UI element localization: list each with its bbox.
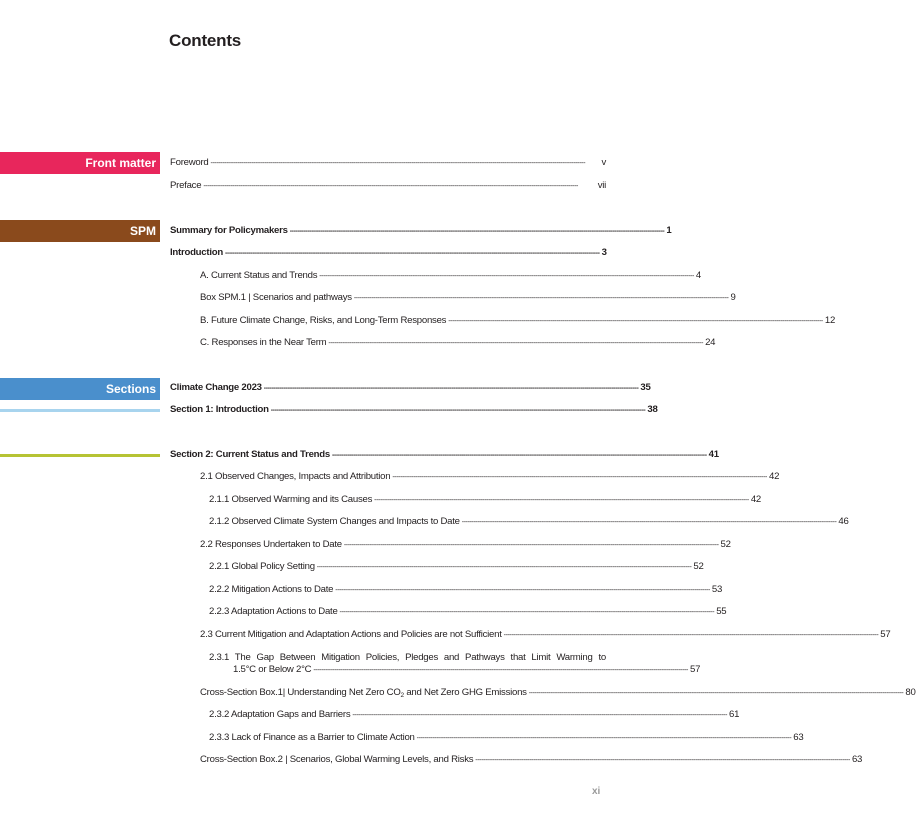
toc-page: 46 [838, 516, 849, 527]
leader-dots: -------------------------------------------------------------------------------------------------------------------------------------------------------------------------------------------------- [461, 519, 837, 526]
leader-dots: -------------------------------------------------------------------------------------------------------------------------------------------------------------------------------------------------- [328, 340, 704, 347]
page-title: Contents [169, 31, 242, 50]
toc-page: 41 [708, 449, 719, 460]
toc-entry-2-3-2[interactable] [209, 709, 740, 722]
toc-entry-2-2-2[interactable] [209, 584, 723, 597]
toc-entry-2-1-2[interactable] [209, 516, 849, 529]
toc-label: C. Responses in the Near Term [200, 337, 327, 348]
leader-dots: -------------------------------------------------------------------------------------------------------------------------------------------------------------------------------------------------- [374, 497, 749, 504]
leader-dots: -------------------------------------------------------------------------------------------------------------------------------------------------------------------------------------------------- [289, 228, 665, 235]
toc-entry-2-3-1-cont[interactable] [233, 664, 701, 677]
toc-page: 61 [729, 709, 740, 720]
toc-label-post: and Net Zero GHG Emissions [403, 687, 527, 698]
toc-entry-foreword[interactable] [170, 157, 606, 170]
toc-label: Section 2: Current Status and Trends [170, 449, 330, 460]
leader-dots: -------------------------------------------------------------------------------------------------------------------------------------------------------------------------------------------------- [353, 295, 729, 302]
leader-dots: -------------------------------------------------------------------------------------------------------------------------------------------------------------------------------------------------- [475, 757, 850, 764]
leader-dots: -------------------------------------------------------------------------------------------------------------------------------------------------------------------------------------------------- [210, 160, 586, 167]
spm-label: SPM [129, 224, 156, 238]
toc-entry-a[interactable] [200, 270, 701, 283]
leader-dots: -------------------------------------------------------------------------------------------------------------------------------------------------------------------------------------------------- [448, 318, 823, 325]
leader-dots: -------------------------------------------------------------------------------------------------------------------------------------------------------------------------------------------------- [332, 452, 707, 459]
toc-entry-2-3[interactable] [200, 629, 891, 642]
toc-entry-introduction[interactable] [170, 247, 606, 260]
toc-label: 2.2.1 Global Policy Setting [209, 561, 315, 572]
leader-dots: -------------------------------------------------------------------------------------------------------------------------------------------------------------------------------------------------- [503, 632, 879, 639]
toc-label: 2.2.2 Mitigation Actions to Date [209, 584, 334, 595]
toc-page: 52 [693, 561, 704, 572]
leader-dots: -------------------------------------------------------------------------------------------------------------------------------------------------------------------------------------------------- [313, 667, 688, 674]
toc-label: Preface [170, 180, 202, 191]
toc-entry-preface[interactable] [170, 180, 606, 193]
toc-page: v [601, 157, 606, 168]
toc-page: 57 [880, 629, 891, 640]
toc-label: Box SPM.1 | Scenarios and pathways [200, 292, 352, 303]
toc-label-line1: 2.3.1 The Gap Between Mitigation Policies, Pledges and Pathways that Limit Warming to [209, 652, 606, 663]
front-matter-label: Front matter [85, 156, 156, 170]
toc-label: Climate Change 2023 [170, 382, 262, 393]
spm-tab [0, 220, 160, 242]
toc-label: Cross-Section Box.2 | Scenarios, Global Warming Levels, and Risks [200, 754, 474, 765]
toc-page: 4 [695, 270, 701, 281]
toc-page: 24 [705, 337, 716, 348]
toc-page: 35 [640, 382, 651, 393]
toc-entry-2-3-3[interactable] [209, 732, 804, 745]
leader-dots: -------------------------------------------------------------------------------------------------------------------------------------------------------------------------------------------------- [343, 542, 719, 549]
toc-entry-spm[interactable] [170, 225, 672, 238]
toc-label-pre: Cross-Section Box.1| Understanding Net Zero CO [200, 687, 401, 698]
toc-page: 3 [601, 247, 607, 258]
leader-dots: -------------------------------------------------------------------------------------------------------------------------------------------------------------------------------------------------- [316, 564, 692, 571]
toc-entry-box-spm1[interactable] [200, 292, 736, 305]
toc-label: 2.2.3 Adaptation Actions to Date [209, 606, 338, 617]
toc-label: 2.3.3 Lack of Finance as a Barrier to Climate Action [209, 732, 415, 743]
toc-entry-climate-change-2023[interactable] [170, 382, 651, 395]
toc-entry-section-2[interactable] [170, 449, 719, 462]
toc-entry-2-2-3[interactable] [209, 606, 727, 619]
leader-dots: -------------------------------------------------------------------------------------------------------------------------------------------------------------------------------------------------- [203, 183, 578, 190]
toc-label [200, 687, 527, 699]
leader-dots: -------------------------------------------------------------------------------------------------------------------------------------------------------------------------------------------------- [392, 474, 767, 481]
toc-page: 53 [711, 584, 723, 595]
toc-page: 1 [666, 225, 672, 236]
toc-entry-section-1[interactable] [170, 404, 658, 417]
co2-subscript: 2 [400, 692, 404, 699]
leader-dots: -------------------------------------------------------------------------------------------------------------------------------------------------------------------------------------------------- [319, 273, 694, 280]
front-matter-tab [0, 152, 160, 174]
toc-label: Introduction [170, 247, 223, 258]
toc-label: 2.2 Responses Undertaken to Date [200, 539, 342, 550]
leader-dots: -------------------------------------------------------------------------------------------------------------------------------------------------------------------------------------------------- [416, 735, 792, 742]
toc-entry-2-3-1[interactable] [209, 652, 606, 665]
page-number: xi [592, 786, 601, 797]
toc-label: 2.1.1 Observed Warming and its Causes [209, 494, 373, 505]
toc-page: 63 [793, 732, 804, 743]
toc-label-line2: 1.5°C or Below 2°C [233, 664, 312, 675]
toc-page: 55 [716, 606, 727, 617]
green-divider [0, 454, 160, 457]
toc-label: 2.3.2 Adaptation Gaps and Barriers [209, 709, 351, 720]
toc-entry-b[interactable] [200, 315, 836, 328]
leader-dots: -------------------------------------------------------------------------------------------------------------------------------------------------------------------------------------------------- [270, 407, 646, 414]
toc-page: 80 [905, 687, 916, 698]
leader-dots: -------------------------------------------------------------------------------------------------------------------------------------------------------------------------------------------------- [339, 609, 715, 616]
toc-page: 42 [768, 471, 780, 482]
toc-entry-2-1-1[interactable] [209, 494, 761, 507]
leader-dots: -------------------------------------------------------------------------------------------------------------------------------------------------------------------------------------------------- [352, 712, 728, 719]
sections-tab [0, 378, 160, 400]
toc-page: 12 [824, 315, 836, 326]
toc-entry-c[interactable] [200, 337, 716, 350]
leader-dots: -------------------------------------------------------------------------------------------------------------------------------------------------------------------------------------------------- [224, 250, 600, 257]
toc-label: 2.1 Observed Changes, Impacts and Attribution [200, 471, 391, 482]
leader-dots: -------------------------------------------------------------------------------------------------------------------------------------------------------------------------------------------------- [528, 690, 904, 697]
toc-label: 2.1.2 Observed Climate System Changes and Impacts to Date [209, 516, 460, 527]
toc-label: Section 1: Introduction [170, 404, 269, 415]
toc-label: B. Future Climate Change, Risks, and Long-Term Responses [200, 315, 447, 326]
toc-page: 9 [730, 292, 736, 303]
toc-entry-cross-section-box-2[interactable] [200, 754, 863, 767]
toc-page: 52 [720, 539, 731, 550]
toc-label: Foreword [170, 157, 209, 168]
toc-label: Summary for Policymakers [170, 225, 288, 236]
toc-page: 38 [647, 404, 658, 415]
toc-entry-cross-section-box-1[interactable] [200, 687, 916, 700]
toc-label: A. Current Status and Trends [200, 270, 318, 281]
leader-dots: -------------------------------------------------------------------------------------------------------------------------------------------------------------------------------------------------- [335, 587, 710, 594]
toc-entry-2-2[interactable] [200, 539, 731, 552]
toc-page: 42 [750, 494, 761, 505]
toc-page: vii [597, 180, 606, 191]
toc-page: 63 [851, 754, 863, 765]
sections-label: Sections [105, 382, 156, 396]
blue-divider [0, 409, 160, 412]
toc-entry-2-1[interactable] [200, 471, 780, 484]
leader-dots: -------------------------------------------------------------------------------------------------------------------------------------------------------------------------------------------------- [263, 385, 639, 392]
toc-page: 57 [690, 664, 701, 675]
toc-entry-2-2-1[interactable] [209, 561, 704, 574]
toc-label: 2.3 Current Mitigation and Adaptation Actions and Policies are not Sufficient [200, 629, 502, 640]
